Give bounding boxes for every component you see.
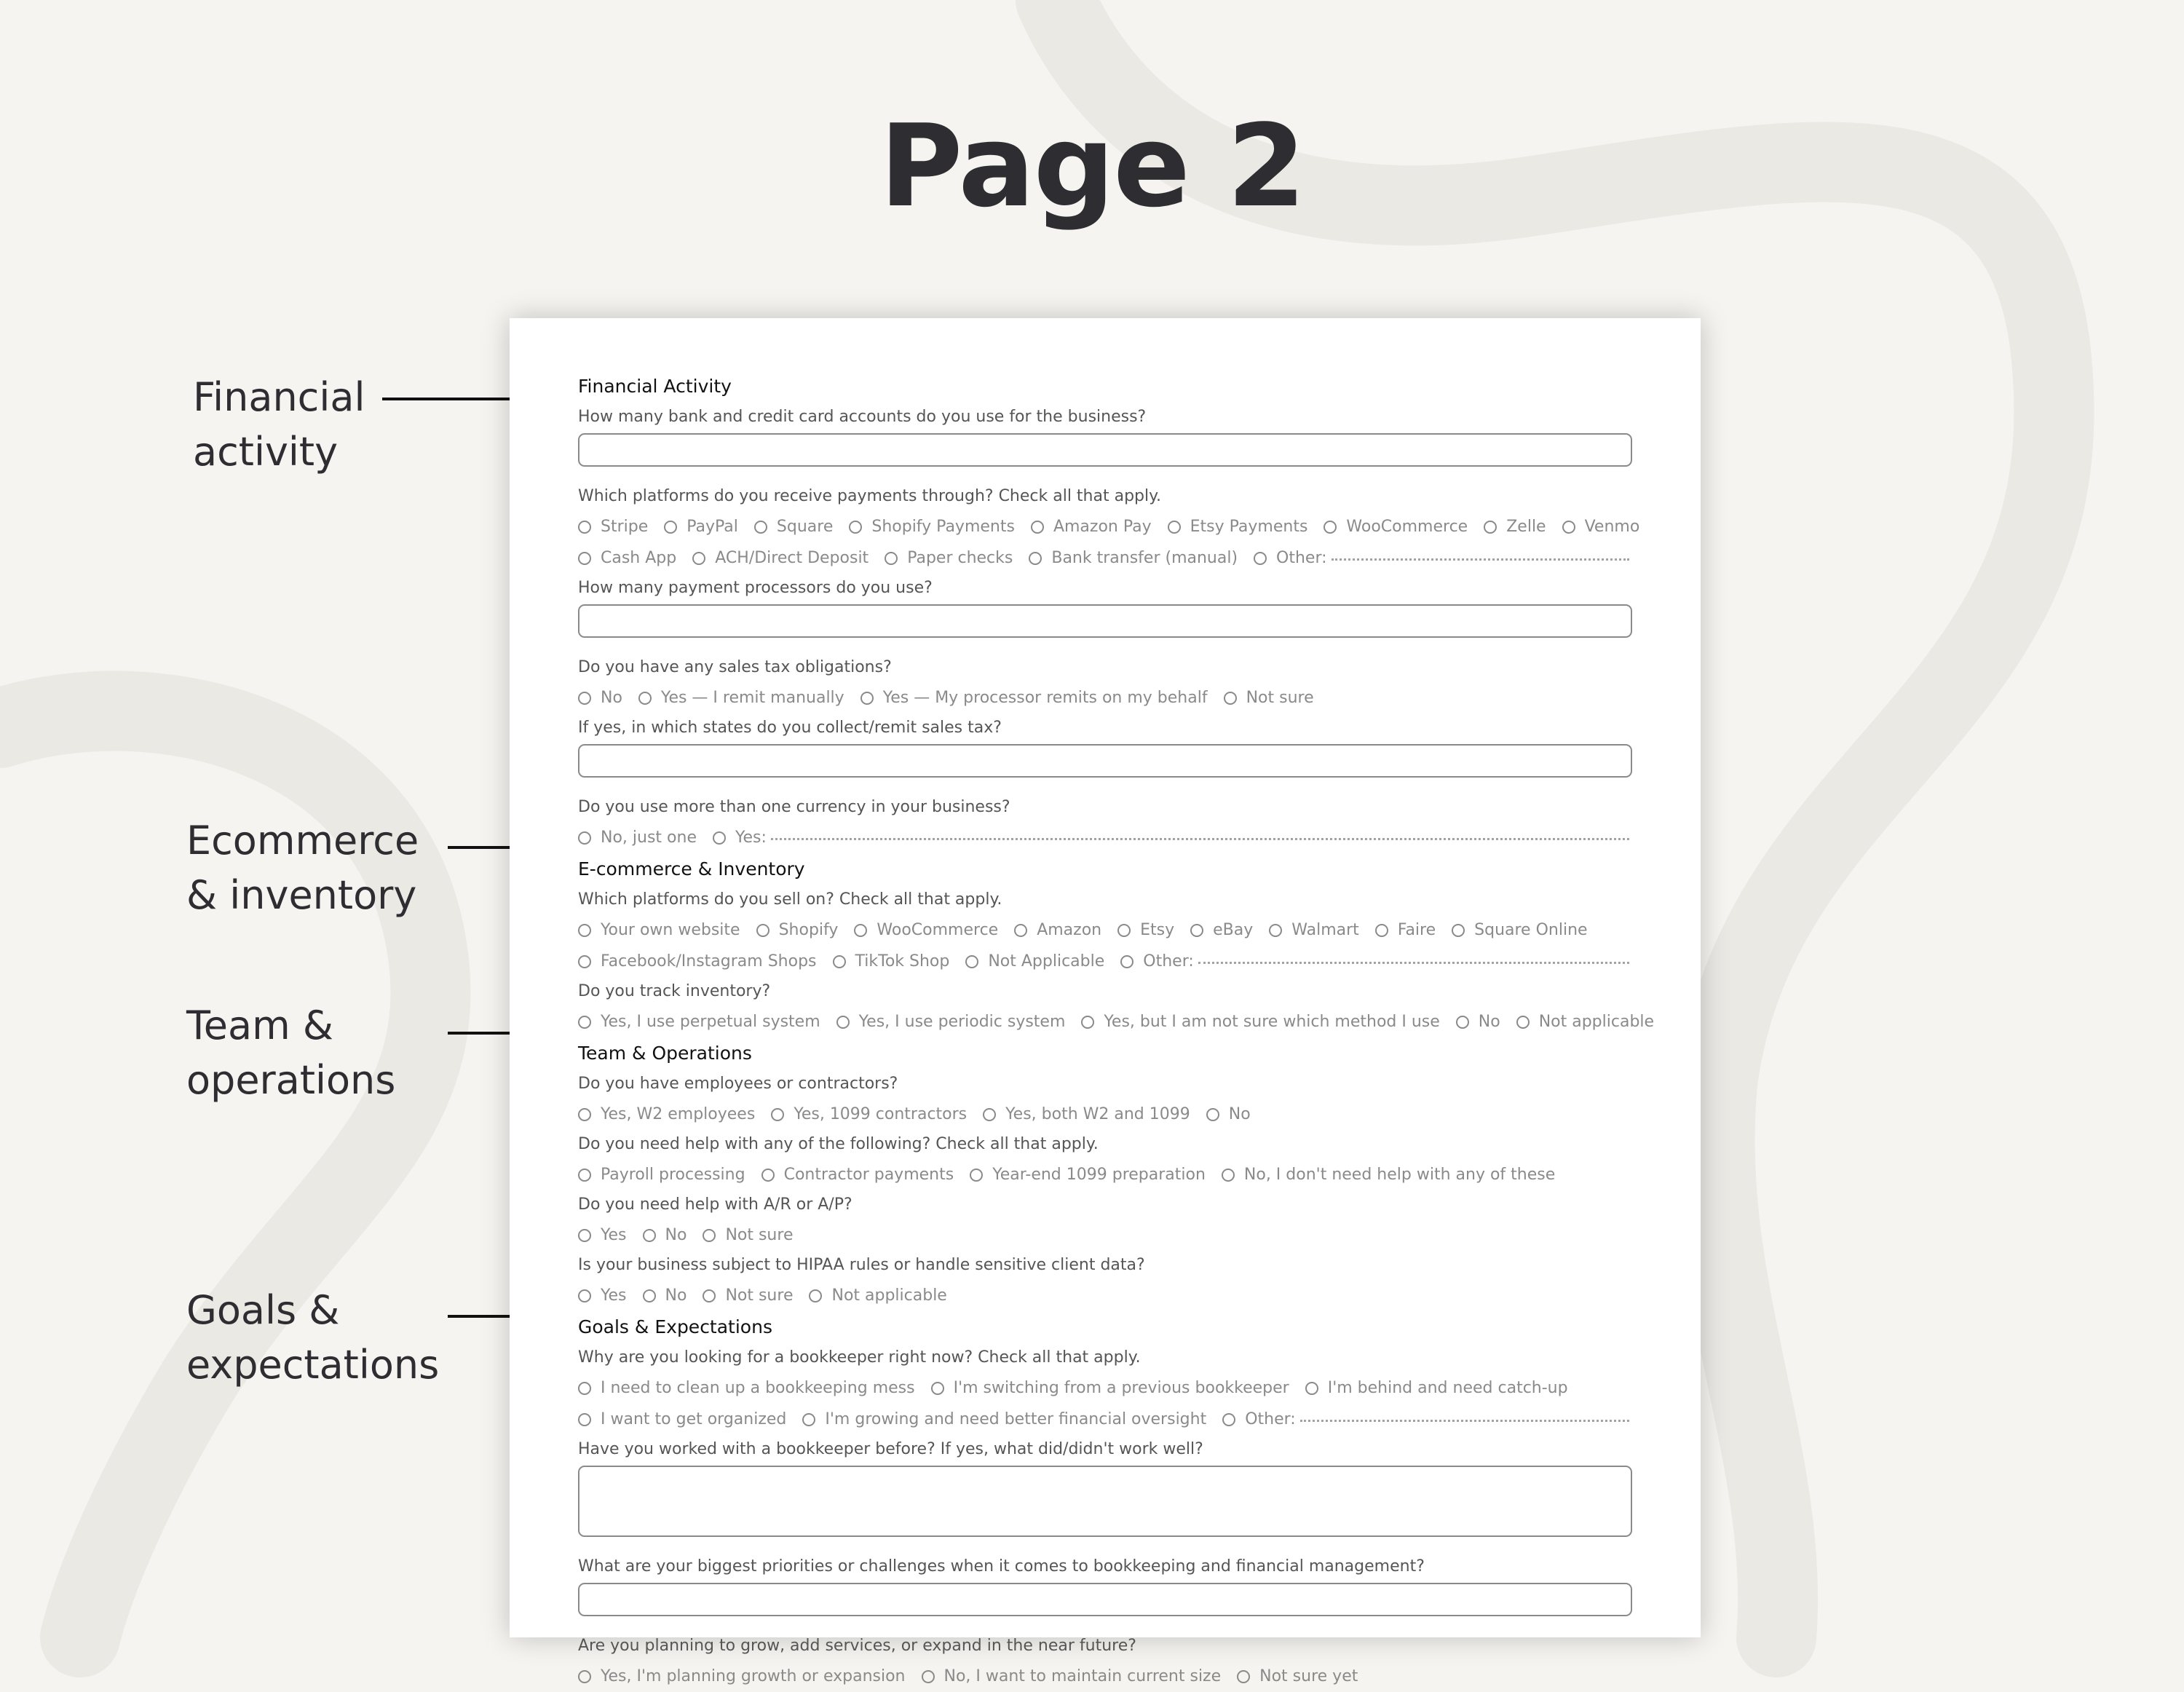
question-ar-ap: Do you need help with A/R or A/P? — [578, 1195, 852, 1214]
sell-platforms-row-1 — [578, 914, 1632, 946]
sales-tax-options — [578, 682, 1632, 713]
option-grow-no[interactable]: No, I want to maintain current size — [922, 1661, 1222, 1692]
checkbox-circle[interactable] — [1031, 521, 1044, 534]
question-accounts: How many bank and credit card accounts do you use for the business? — [578, 408, 1147, 426]
checkbox-circle[interactable] — [578, 521, 591, 534]
option-walmart[interactable]: Walmart — [1269, 914, 1359, 946]
option-paypal[interactable]: PayPal — [664, 511, 738, 542]
question-priorities: What are your biggest priorities or challenges when it comes to bookkeeping and financial management? — [578, 1557, 1425, 1576]
checkbox-circle[interactable] — [1269, 924, 1282, 937]
option-facebook-instagram[interactable]: Facebook/Instagram Shops — [578, 946, 817, 977]
option-perpetual[interactable]: Yes, I use perpetual system — [578, 1006, 820, 1037]
checkbox-circle[interactable] — [1014, 924, 1027, 937]
option-w2-and-1099[interactable]: Yes, both W2 and 1099 — [983, 1099, 1190, 1130]
radio-circle[interactable] — [703, 1229, 716, 1242]
option-currency-yes[interactable]: Yes: — [713, 822, 767, 853]
radio-circle[interactable] — [1516, 1016, 1530, 1029]
radio-circle[interactable] — [1237, 1670, 1250, 1683]
checkbox-circle[interactable] — [1452, 924, 1465, 937]
employees-options — [578, 1099, 1632, 1130]
accounts-input[interactable] — [578, 433, 1632, 467]
option-own-website[interactable]: Your own website — [578, 914, 740, 946]
other-sell-fill-line[interactable] — [1198, 946, 1629, 964]
radio-circle[interactable] — [1224, 692, 1237, 705]
question-worked-before: Have you worked with a bookkeeper before? If yes, what did/didn't work well? — [578, 1440, 1203, 1458]
option-catch-up[interactable]: I'm behind and need catch-up — [1305, 1372, 1568, 1404]
checkbox-circle[interactable] — [756, 924, 769, 937]
option-inventory-not-applicable[interactable]: Not applicable — [1516, 1006, 1654, 1037]
checkbox-circle[interactable] — [854, 924, 867, 937]
option-bank-transfer[interactable]: Bank transfer (manual) — [1029, 542, 1238, 574]
checkbox-circle[interactable] — [833, 955, 846, 968]
intake-form — [578, 371, 1655, 1692]
currency-options — [578, 822, 1632, 853]
checkbox-circle[interactable] — [1120, 955, 1133, 968]
radio-circle[interactable] — [578, 1670, 591, 1683]
radio-circle[interactable] — [578, 831, 591, 845]
radio-circle[interactable] — [578, 1108, 591, 1121]
option-etsy-payments[interactable]: Etsy Payments — [1168, 511, 1308, 542]
option-other[interactable]: Other: — [1254, 542, 1327, 574]
option-arap-not-sure[interactable]: Not sure — [703, 1219, 793, 1251]
checkbox-circle[interactable] — [578, 1169, 591, 1182]
option-ach-direct-deposit[interactable]: ACH/Direct Deposit — [692, 542, 869, 574]
option-sales-tax-not-sure[interactable]: Not sure — [1224, 682, 1314, 713]
grow-options — [578, 1661, 1632, 1692]
option-square[interactable]: Square — [754, 511, 833, 542]
payment-platforms-row-1 — [578, 511, 1640, 542]
option-shopify-payments[interactable]: Shopify Payments — [849, 511, 1015, 542]
checkbox-circle[interactable] — [1029, 552, 1042, 565]
inventory-options — [578, 1006, 1655, 1037]
question-hipaa: Is your business subject to HIPAA rules or handle sensitive client data? — [578, 1256, 1145, 1274]
radio-circle[interactable] — [578, 692, 591, 705]
callout-label: Team & operations — [186, 1003, 396, 1103]
option-arap-yes[interactable]: Yes — [578, 1219, 627, 1251]
option-amazon-pay[interactable]: Amazon Pay — [1031, 511, 1152, 542]
option-currency-one[interactable]: No, just one — [578, 822, 697, 853]
checkbox-circle[interactable] — [1168, 521, 1181, 534]
option-other-sell[interactable]: Other: — [1120, 946, 1194, 977]
question-payment-platforms: Which platforms do you receive payments through? Check all that apply. — [578, 487, 1162, 505]
payment-platforms-row-2 — [578, 542, 1632, 574]
currency-fill-line[interactable] — [771, 822, 1629, 840]
option-payroll[interactable]: Payroll processing — [578, 1159, 745, 1190]
option-sales-tax-no[interactable]: No — [578, 682, 622, 713]
priorities-input[interactable] — [578, 1583, 1632, 1616]
option-sales-tax-processor-remits[interactable]: Yes — My processor remits on my behalf — [860, 682, 1208, 713]
question-payment-processors: How many payment processors do you use? — [578, 579, 933, 597]
question-sales-tax-states: If yes, in which states do you collect/remit sales tax? — [578, 719, 1002, 737]
option-sales-tax-remit-manually[interactable]: Yes — I remit manually — [638, 682, 844, 713]
checkbox-circle[interactable] — [885, 552, 898, 565]
checkbox-circle[interactable] — [1562, 521, 1575, 534]
radio-circle[interactable] — [983, 1108, 996, 1121]
checkbox-circle[interactable] — [1254, 552, 1267, 565]
section-title-financial: Financial Activity — [578, 376, 732, 397]
option-ebay[interactable]: eBay — [1190, 914, 1253, 946]
option-hipaa-no[interactable]: No — [643, 1280, 687, 1311]
question-inventory: Do you track inventory? — [578, 982, 771, 1000]
question-sell-platforms: Which platforms do you sell on? Check all that apply. — [578, 890, 1002, 909]
checkbox-circle[interactable] — [578, 552, 591, 565]
checkbox-circle[interactable] — [1117, 924, 1131, 937]
ar-ap-options — [578, 1219, 1632, 1251]
question-sales-tax: Do you have any sales tax obligations? — [578, 658, 892, 676]
option-shopify[interactable]: Shopify — [756, 914, 839, 946]
option-w2[interactable]: Yes, W2 employees — [578, 1099, 755, 1130]
question-why-bookkeeper: Why are you looking for a bookkeeper right now? Check all that apply. — [578, 1348, 1141, 1367]
checkbox-circle[interactable] — [1305, 1382, 1318, 1395]
page-title: Page 2 — [879, 100, 1305, 232]
checkbox-circle[interactable] — [1375, 924, 1388, 937]
form-page — [510, 318, 1701, 1685]
option-tiktok-shop[interactable]: TikTok Shop — [833, 946, 950, 977]
section-title-goals: Goals & Expectations — [578, 1316, 772, 1337]
option-woocommerce[interactable]: WooCommerce — [1324, 511, 1468, 542]
option-other-why[interactable]: Other: — [1222, 1404, 1296, 1435]
sell-platforms-row-2 — [578, 946, 1632, 977]
option-not-applicable-sell[interactable]: Not Applicable — [965, 946, 1104, 977]
radio-circle[interactable] — [578, 1016, 591, 1029]
radio-circle[interactable] — [836, 1016, 850, 1029]
checkbox-circle[interactable] — [849, 521, 862, 534]
option-woocommerce-sell[interactable]: WooCommerce — [854, 914, 998, 946]
option-stripe[interactable]: Stripe — [578, 511, 648, 542]
option-hipaa-not-sure[interactable]: Not sure — [703, 1280, 793, 1311]
other-fill-line[interactable] — [1332, 542, 1629, 561]
callout-label: Goals & expectations — [186, 1287, 440, 1388]
option-inventory-no[interactable]: No — [1456, 1006, 1500, 1037]
radio-circle[interactable] — [922, 1670, 935, 1683]
option-hipaa-yes[interactable]: Yes — [578, 1280, 627, 1311]
why-row-2 — [578, 1404, 1632, 1435]
checkbox-circle[interactable] — [931, 1382, 944, 1395]
section-title-ecommerce: E-commerce & Inventory — [578, 858, 805, 879]
option-cash-app[interactable]: Cash App — [578, 542, 676, 574]
radio-circle[interactable] — [713, 831, 726, 845]
checkbox-circle[interactable] — [578, 1413, 591, 1426]
checkbox-circle[interactable] — [1324, 521, 1337, 534]
hipaa-options — [578, 1280, 1632, 1311]
option-employees-no[interactable]: No — [1206, 1099, 1251, 1130]
checkbox-circle[interactable] — [802, 1413, 815, 1426]
option-method-unsure[interactable]: Yes, but I am not sure which method I use — [1081, 1006, 1439, 1037]
option-faire[interactable]: Faire — [1375, 914, 1436, 946]
callout-label: Financial activity — [193, 374, 365, 475]
option-paper-checks[interactable]: Paper checks — [885, 542, 1013, 574]
checkbox-circle[interactable] — [578, 955, 591, 968]
radio-circle[interactable] — [1081, 1016, 1094, 1029]
radio-circle[interactable] — [809, 1289, 822, 1302]
radio-circle[interactable] — [578, 1229, 591, 1242]
section-title-team: Team & Operations — [578, 1043, 752, 1064]
payment-processors-input[interactable] — [578, 604, 1632, 638]
option-clean-up[interactable]: I need to clean up a bookkeeping mess — [578, 1372, 915, 1404]
radio-circle[interactable] — [578, 1289, 591, 1302]
option-get-organized[interactable]: I want to get organized — [578, 1404, 786, 1435]
help-options — [578, 1159, 1632, 1190]
why-row-1 — [578, 1372, 1632, 1404]
question-employees: Do you have employees or contractors? — [578, 1075, 898, 1093]
option-etsy[interactable]: Etsy — [1117, 914, 1174, 946]
other-why-fill-line[interactable] — [1300, 1404, 1629, 1422]
worked-before-input[interactable] — [578, 1466, 1632, 1537]
checkbox-circle[interactable] — [1222, 1169, 1235, 1182]
question-grow: Are you planning to grow, add services, or expand in the near future? — [578, 1637, 1136, 1655]
question-currency: Do you use more than one currency in your business? — [578, 798, 1010, 816]
checkbox-circle[interactable] — [970, 1169, 983, 1182]
question-help: Do you need help with any of the following? Check all that apply. — [578, 1135, 1099, 1153]
option-periodic[interactable]: Yes, I use periodic system — [836, 1006, 1066, 1037]
option-amazon[interactable]: Amazon — [1014, 914, 1101, 946]
checkbox-circle[interactable] — [965, 955, 978, 968]
checkbox-circle[interactable] — [664, 521, 677, 534]
option-square-online[interactable]: Square Online — [1452, 914, 1587, 946]
checkbox-circle[interactable] — [1484, 521, 1497, 534]
option-1099[interactable]: Yes, 1099 contractors — [771, 1099, 967, 1130]
option-hipaa-not-applicable[interactable]: Not applicable — [809, 1280, 946, 1311]
checkbox-circle[interactable] — [761, 1169, 775, 1182]
radio-circle[interactable] — [771, 1108, 784, 1121]
radio-circle[interactable] — [1456, 1016, 1469, 1029]
radio-circle[interactable] — [1206, 1108, 1219, 1121]
option-switching[interactable]: I'm switching from a previous bookkeeper — [931, 1372, 1289, 1404]
checkbox-circle[interactable] — [578, 1382, 591, 1395]
checkbox-circle[interactable] — [1222, 1413, 1235, 1426]
option-no-help[interactable]: No, I don't need help with any of these — [1222, 1159, 1555, 1190]
checkbox-circle[interactable] — [692, 552, 705, 565]
option-grow-not-sure[interactable]: Not sure yet — [1237, 1661, 1358, 1692]
option-zelle[interactable]: Zelle — [1484, 511, 1546, 542]
checkbox-circle[interactable] — [578, 924, 591, 937]
callout-label: Ecommerce & inventory — [186, 818, 419, 918]
radio-circle[interactable] — [643, 1229, 656, 1242]
option-venmo[interactable]: Venmo — [1562, 511, 1640, 542]
option-arap-no[interactable]: No — [643, 1219, 687, 1251]
radio-circle[interactable] — [860, 692, 874, 705]
checkbox-circle[interactable] — [1190, 924, 1203, 937]
option-1099-prep[interactable]: Year-end 1099 preparation — [970, 1159, 1206, 1190]
option-contractor-payments[interactable]: Contractor payments — [761, 1159, 954, 1190]
radio-circle[interactable] — [643, 1289, 656, 1302]
option-grow-yes[interactable]: Yes, I'm planning growth or expansion — [578, 1661, 906, 1692]
checkbox-circle[interactable] — [754, 521, 767, 534]
radio-circle[interactable] — [638, 692, 652, 705]
option-growing[interactable]: I'm growing and need better financial oversight — [802, 1404, 1206, 1435]
radio-circle[interactable] — [703, 1289, 716, 1302]
sales-tax-states-input[interactable] — [578, 744, 1632, 778]
